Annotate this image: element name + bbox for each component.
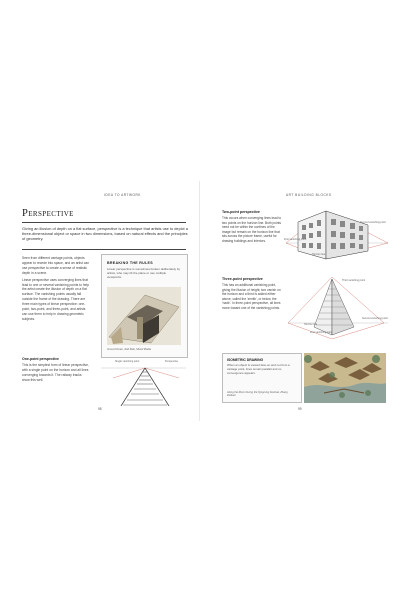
three-point-label-first-vp: First vanishing point [310, 331, 333, 334]
page-number-left: 98 [98, 407, 102, 411]
one-point-text: This is the simplest form of linear perspective, with a single point on the horizon and all lines converging towards it. The railway tracks show this well. [22, 362, 89, 382]
body-paragraph-2: Linear perspective uses converging lines that lead to one or several vanishing points to help the artist create the illusion of depth on a flat surface. The vanishing points usually fall outside the frame of the drawing. There are three main types of linear perspective: one-point, two-point, and three-point, and artists can use them to help in drawing geometric subjects. [22, 277, 90, 321]
page-title: Perspective [22, 208, 74, 219]
isometric-drawing-box [222, 353, 302, 403]
railway-tracks-drawing [101, 358, 186, 406]
breaking-rules-sidebar [101, 254, 188, 358]
running-header-right: ART BUILDING BLOCKS [286, 193, 332, 197]
qingming-scroll-image [304, 353, 386, 403]
two-point-label-first-vp: First vanishing point [284, 238, 307, 241]
right-page [200, 181, 400, 421]
two-point-text: This occurs when converging lines lead to two points on the horizon line. Both points need not be within the confines of the image but remain on the horizon line that sits across the picture frame, useful for drawing buildings and interiors. [222, 216, 282, 243]
page-number-right: 99 [298, 407, 302, 411]
intro-rule [22, 249, 186, 250]
three-point-tower-drawing [284, 273, 390, 343]
sidebar-artwork-image [107, 287, 181, 345]
three-point-label-top-vp: Third vanishing point [342, 279, 366, 282]
three-point-label-horizon: Horizon line [304, 323, 318, 326]
two-point-label-second-vp: Second vanishing point [360, 221, 386, 224]
sidebar-text: Linear perspective is sometimes broken deliberately by artists, who may tilt the plane or use multiple viewpoints. [107, 267, 181, 280]
two-point-label-horizon: Horizon line [312, 253, 326, 256]
running-header-left: IDEA TO ARTWORK [104, 193, 141, 197]
body-paragraph-1: Seen from different vantage points, objects appear to recede into space, and an artist can use perspective to create a sense of realistic depth in a scene. [22, 256, 90, 275]
sidebar-caption: Ground Down, Rail Slab, Mixed Media [107, 348, 151, 351]
isometric-text: When an object is viewed face-on and not from a vantage point, lines remain parallel and no convergence appears. [227, 363, 290, 375]
isometric-title: ISOMETRIC DRAWING [227, 358, 264, 362]
one-point-heading: One-point perspective [22, 357, 59, 361]
title-rule [22, 222, 186, 223]
two-point-heading: Two-point perspective [222, 210, 260, 214]
intro-paragraph: Giving an illusion of depth on a flat surface, perspective is a technique that artists use to depict a three-dimensional object or space in two dimensions, based on natural effects and the principles of geometry. [22, 226, 188, 242]
left-page [0, 181, 200, 421]
tracks-label-right: Perspective [165, 360, 179, 363]
isometric-caption: Along the River During the Qingming Festival, Zhang Zeduan [227, 391, 288, 398]
railway-tracks-illustration [101, 358, 186, 406]
sidebar-title: BREAKING THE RULES [107, 261, 153, 265]
three-point-label-second-vp: Second vanishing point [362, 317, 388, 320]
three-point-text: This has an additional vanishing point, giving the illusion of height; two vanish on the horizon and a third is added either above, called the 'zenith', or below, the 'nadir'. In three-point perspective, all lines move toward one of the vanishing points. [222, 283, 281, 310]
book-spread [0, 181, 400, 421]
tracks-label-left: Single vanishing point [115, 360, 140, 363]
body-column [22, 256, 90, 324]
three-point-heading: Three-point perspective [222, 277, 263, 281]
two-point-building-drawing [284, 205, 390, 265]
one-point-section [22, 357, 90, 383]
